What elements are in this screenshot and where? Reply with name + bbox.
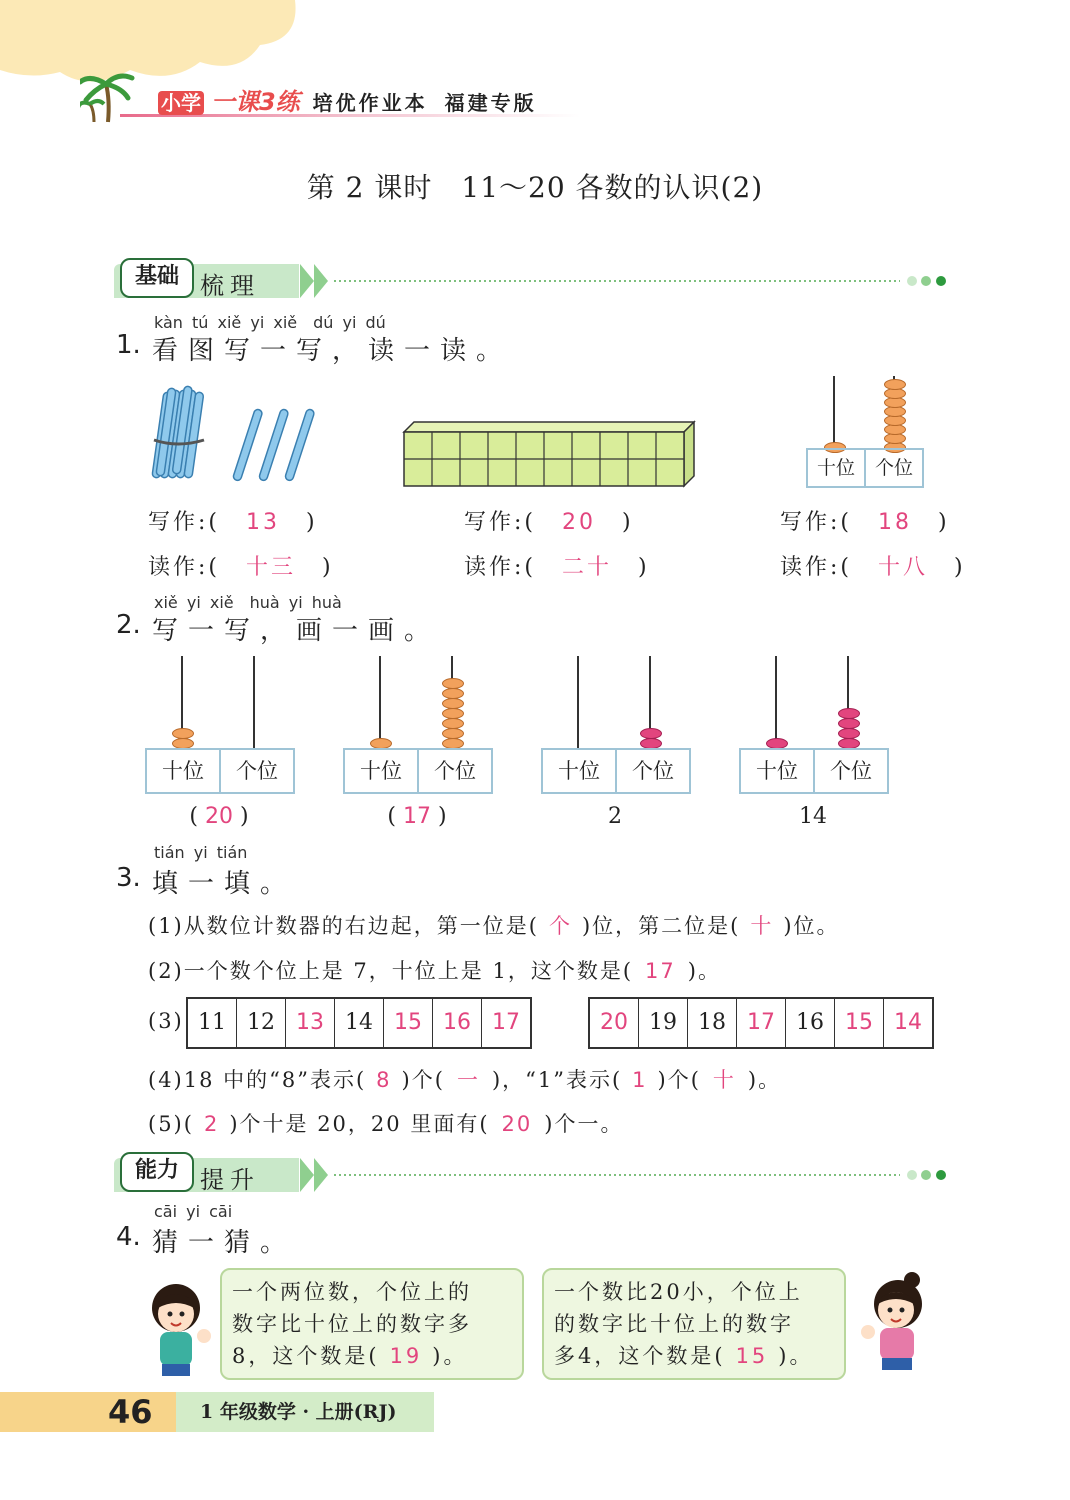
ones-bead xyxy=(442,718,464,729)
sequence-cell: 14 xyxy=(334,999,383,1047)
abacus-caption: 14 xyxy=(799,804,827,829)
abacus-rod xyxy=(379,656,381,748)
text: (5)( xyxy=(148,1112,194,1136)
sequence-cell-answer: 13 xyxy=(285,999,334,1047)
text: )，“1”表示( xyxy=(491,1068,623,1092)
sequence-cell-answer: 16 xyxy=(432,999,481,1047)
abacus-caption xyxy=(343,804,491,829)
speech-bubble-2 xyxy=(542,1268,846,1380)
q3-part3-label: (3) xyxy=(148,1009,184,1033)
speech-bubble-1 xyxy=(220,1268,524,1380)
read-answer: 十三 xyxy=(246,555,297,580)
write-answer: 20 xyxy=(562,510,596,535)
section-advanced-label: 提升 xyxy=(200,1166,260,1194)
close-paren: ) xyxy=(322,555,334,580)
tens-bead xyxy=(172,728,194,739)
sequence-cell-answer: 17 xyxy=(481,999,530,1047)
abacus-rod xyxy=(577,656,579,748)
answer: 一 xyxy=(456,1068,480,1092)
text: (2)一个数个位上是 7，十位上是 1，这个数是( xyxy=(148,959,634,983)
q3-sequence-ascending xyxy=(186,997,532,1049)
section-advanced xyxy=(114,1158,954,1196)
answer: 8 xyxy=(376,1068,392,1092)
answer: 19 xyxy=(389,1344,423,1368)
sequence-cell-answer: 14 xyxy=(883,999,932,1047)
q1-place-value-box xyxy=(806,448,924,488)
answer: 17 xyxy=(645,959,676,983)
brand-small: 小学 xyxy=(158,91,204,115)
place-value-box xyxy=(145,748,295,794)
close-paren: ) xyxy=(622,510,634,535)
q1-abacus xyxy=(806,376,956,488)
ones-label: 个位 xyxy=(813,750,887,792)
book-info: 1 年级数学 · 上册(RJ) xyxy=(176,1392,434,1432)
q4-number: 4. xyxy=(116,1222,141,1252)
text: )。 xyxy=(432,1344,468,1368)
text: 8，这个数是( xyxy=(232,1344,380,1368)
q1-text: 看图写一写，读一读。 xyxy=(152,336,513,366)
arrow-icon xyxy=(300,1158,960,1192)
q1-read-3 xyxy=(780,550,966,581)
page-number: 46 xyxy=(0,1392,176,1432)
read-answer: 二十 xyxy=(562,555,613,580)
tens-label: 十位 xyxy=(162,759,204,783)
answer: 17 xyxy=(403,804,431,829)
text: )。 xyxy=(747,1068,782,1092)
tens-label: 十位 xyxy=(558,759,600,783)
q3-text: 填一填。 xyxy=(152,869,297,899)
bubble-line-answer xyxy=(232,1340,512,1372)
section-advanced-tag: 能力 xyxy=(120,1152,194,1192)
section-basic-tag: 基础 xyxy=(120,258,194,298)
bubble-line: 一个数比20小，个位上 xyxy=(554,1280,803,1304)
paren: ) xyxy=(233,804,249,829)
close-paren: ) xyxy=(306,510,318,535)
ones-bead xyxy=(640,728,662,739)
paren: ( xyxy=(189,804,205,829)
tens-label: 十位 xyxy=(360,759,402,783)
write-answer: 13 xyxy=(246,510,280,535)
q3-pinyin: tián yi tián xyxy=(154,843,248,862)
place-value-box xyxy=(739,748,889,794)
write-label: 写作:( xyxy=(780,510,852,535)
cube-block-image xyxy=(400,420,700,490)
paren: ( xyxy=(387,804,403,829)
bubble-line: 的数字比十位上的数字 xyxy=(554,1312,794,1336)
brand-series: 培优作业本 xyxy=(312,91,428,115)
abacus-rod xyxy=(253,656,255,748)
read-label: 读作:( xyxy=(780,555,852,580)
read-label: 读作:( xyxy=(148,555,220,580)
bubble-line-answer xyxy=(554,1340,834,1372)
ones-label: 个位 xyxy=(864,450,922,486)
ones-bead xyxy=(442,698,464,709)
text: )。 xyxy=(687,959,721,983)
abacus-rod xyxy=(775,656,777,748)
place-value-box xyxy=(541,748,691,794)
q1-number: 1. xyxy=(116,330,141,360)
abacus-caption: 2 xyxy=(608,804,622,829)
header xyxy=(80,70,580,125)
sequence-cell: 16 xyxy=(785,999,834,1047)
text: 多4，这个数是( xyxy=(554,1344,726,1368)
arrow-icon xyxy=(300,264,960,298)
q1-read-2 xyxy=(464,550,650,581)
q3-part1 xyxy=(148,910,840,940)
ones-label: 个位 xyxy=(615,750,689,792)
brand-edition: 福建专版 xyxy=(444,91,537,115)
ones-label: 个位 xyxy=(417,750,491,792)
q3-number: 3. xyxy=(116,863,141,893)
tens-label: 十位 xyxy=(816,457,855,479)
ones-bead xyxy=(442,678,464,689)
write-answer: 18 xyxy=(878,510,912,535)
text: )个一。 xyxy=(544,1112,624,1136)
answer: 20 xyxy=(205,804,233,829)
sequence-cell: 11 xyxy=(198,1010,226,1035)
ones-bead xyxy=(838,708,860,719)
answer: 2 xyxy=(203,1112,220,1136)
paren: ) xyxy=(431,804,447,829)
answer: 十 xyxy=(750,914,774,938)
q2-number: 2. xyxy=(116,610,141,640)
answer: 15 xyxy=(735,1344,769,1368)
ones-bead xyxy=(442,708,464,719)
section-basic-label: 梳理 xyxy=(200,272,260,300)
girl-character-left xyxy=(140,1278,220,1378)
q3-part2 xyxy=(148,955,721,985)
sequence-cell-answer: 17 xyxy=(736,999,785,1047)
q1-read-1 xyxy=(148,550,334,581)
brand-main: 一课3练 xyxy=(210,88,300,116)
sequence-cell: 12 xyxy=(236,999,285,1047)
q1-write-2 xyxy=(464,505,634,536)
text: )个( xyxy=(401,1068,445,1092)
q1-write-3 xyxy=(780,505,950,536)
ones-bead xyxy=(442,688,464,699)
read-answer: 十八 xyxy=(878,555,929,580)
q3-sequence-descending xyxy=(588,997,934,1049)
text: )个十是 20，20 里面有( xyxy=(229,1112,490,1136)
ones-label: 个位 xyxy=(219,750,293,792)
q3-part5 xyxy=(148,1108,623,1138)
sequence-cell-answer: 15 xyxy=(834,999,883,1047)
page-title: 第 2 课时 11～20 各数的认识(2) xyxy=(306,171,764,204)
q1-pinyin: kàn tú xiě yi xiě dú yi dú xyxy=(154,313,386,332)
close-paren: ) xyxy=(954,555,966,580)
answer: 1 xyxy=(632,1068,648,1092)
stick-bundle-image xyxy=(146,384,326,484)
ones-bead xyxy=(884,379,906,390)
q2-pinyin: xiě yi xiě huà yi huà xyxy=(154,593,342,612)
sequence-cell-answer: 20 xyxy=(600,1010,628,1035)
close-paren: ) xyxy=(638,555,650,580)
ones-bead xyxy=(838,718,860,729)
ones-bead xyxy=(838,728,860,739)
q2-abacus xyxy=(343,656,493,836)
write-label: 写作:( xyxy=(148,510,220,535)
text: (1)从数位计数器的右边起，第一位是( xyxy=(148,914,539,938)
text: )。 xyxy=(778,1344,814,1368)
abacus-caption xyxy=(145,804,293,829)
q4-text: 猜一猜。 xyxy=(152,1228,297,1258)
q3-part4 xyxy=(148,1064,781,1094)
text: )个( xyxy=(657,1068,701,1092)
answer: 20 xyxy=(501,1112,533,1136)
read-label: 读作:( xyxy=(464,555,536,580)
answer: 个 xyxy=(548,914,572,938)
text: (4)18 中的“8”表示( xyxy=(148,1068,367,1092)
text: )位。 xyxy=(783,914,840,938)
ones-bead xyxy=(442,728,464,739)
sequence-cell-answer: 15 xyxy=(383,999,432,1047)
bubble-line: 一个两位数，个位上的 xyxy=(232,1280,472,1304)
answer: 十 xyxy=(712,1068,736,1092)
q1-write-1 xyxy=(148,505,318,536)
q2-text: 写一写，画一画。 xyxy=(152,616,441,646)
q4-pinyin: cāi yi cāi xyxy=(154,1202,233,1221)
section-basic xyxy=(114,264,954,302)
sequence-cell: 19 xyxy=(638,999,687,1047)
q2-abacus xyxy=(541,656,691,836)
text: )位，第二位是( xyxy=(581,914,741,938)
girl-character-right xyxy=(852,1270,938,1372)
place-value-box xyxy=(343,748,493,794)
q2-abacus xyxy=(739,656,889,836)
bubble-line: 数字比十位上的数字多 xyxy=(232,1312,472,1336)
close-paren: ) xyxy=(938,510,950,535)
q2-abacus xyxy=(145,656,295,836)
tens-label: 十位 xyxy=(756,759,798,783)
write-label: 写作:( xyxy=(464,510,536,535)
sequence-cell: 18 xyxy=(687,999,736,1047)
